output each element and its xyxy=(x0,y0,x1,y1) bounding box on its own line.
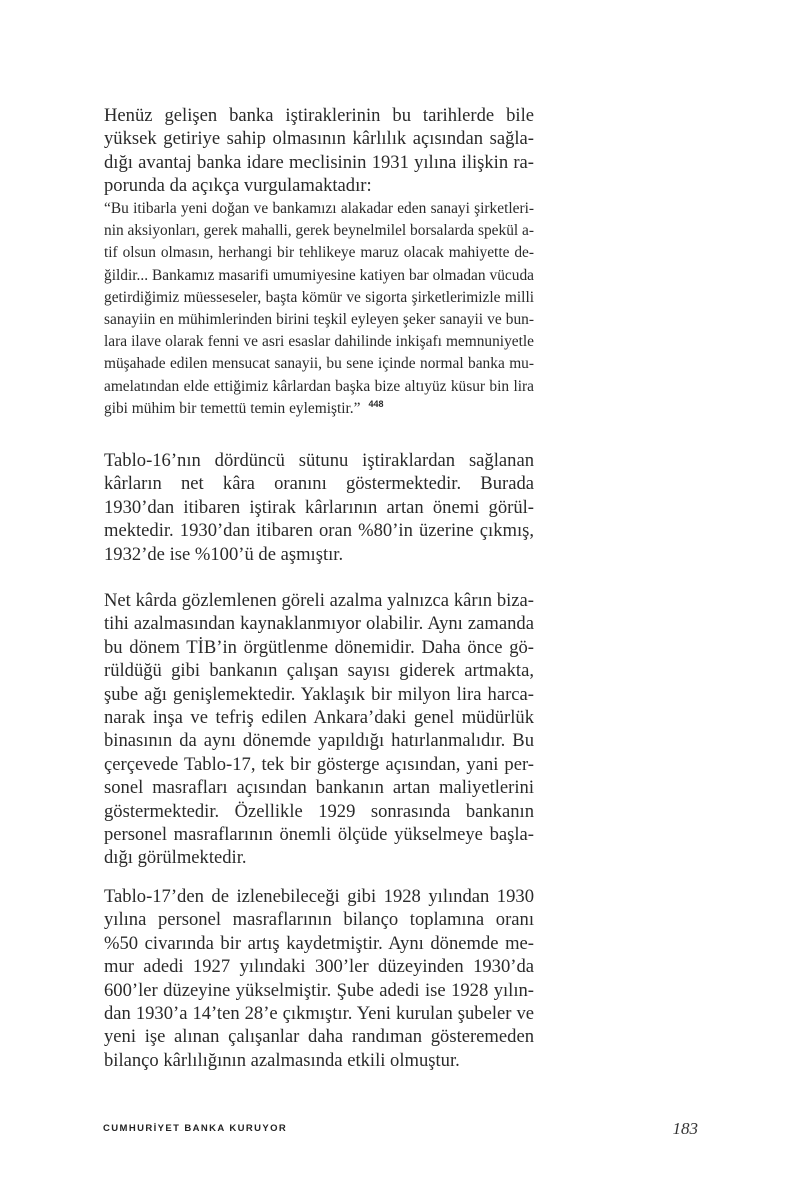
quote-line: “Bu itibarla yeni doğan ve bankamızı alakadar eden sanayi şirketleri- xyxy=(104,200,534,217)
quote-line: lara ilave olarak fenni ve asri esaslar dahilinde inkişafı memnuniyetle xyxy=(104,333,534,351)
text-line: çerçevede Tablo-17, tek bir gösterge açısından, yani per- xyxy=(104,753,534,775)
text-line: mektedir. 1930’dan itibaren oran %80’in üzerine çıkmış, xyxy=(104,520,534,542)
text-line: dığı avantaj banka idare meclisinin 1931 yılına ilişkin ra- xyxy=(104,151,534,173)
paragraph-tablo-17 xyxy=(104,885,534,1072)
text-line: binasının da aynı dönemde yapıldığı hatırlanmalıdır. Bu xyxy=(104,730,534,752)
quote-last-line xyxy=(104,398,534,420)
footnote-reference[interactable]: 448 xyxy=(368,398,384,409)
text-line: kârların net kâra oranını göstermektedir. Burada xyxy=(104,473,534,495)
page-number: 183 xyxy=(672,1119,698,1138)
paragraph-intro xyxy=(104,104,534,198)
quote-line: getirdiğimiz müesseseler, başta kömür ve sigorta şirketlerimizle milli xyxy=(104,288,534,306)
quote-line: amelatından elde ettiğimiz kârlardan başka bize altıyüz küsur bin lira xyxy=(104,377,534,395)
text-line: yılına personel masraflarının bilanço toplamına oranı xyxy=(104,909,534,931)
text-line: porunda da açıkça vurgulamaktadır: xyxy=(104,175,372,197)
text-line: şube ağı genişlemektedir. Yaklaşık bir milyon lira harca- xyxy=(104,683,534,705)
text-line: narak inşa ve tefriş edilen Ankara’daki genel müdürlük xyxy=(104,706,534,728)
quote-line-text: gibi mühim bir temettü temin eylemiştir.” xyxy=(104,399,361,417)
text-line: Tablo-17’den de izlenebileceği gibi 1928 yılından 1930 xyxy=(104,886,534,907)
text-line: rüldüğü gibi bankanın çalışan sayısı giderek artmakta, xyxy=(104,660,534,682)
paragraph-net-kar xyxy=(104,589,534,870)
text-line: Henüz gelişen banka iştiraklerinin bu tarihlerde bile xyxy=(104,105,534,126)
text-line: yeni işe alınan çalışanlar daha randıman gösteremeden xyxy=(104,1026,534,1048)
text-line: sonel masrafları açısından bankanın artan maliyetlerini xyxy=(104,777,534,799)
running-footer-title: CUMHURİYET BANKA KURUYOR xyxy=(103,1123,288,1134)
paragraph-tablo-16 xyxy=(104,449,534,566)
quote-line: sanayiin en mühimlerinden birini teşkil eyleyen şeker sanayii ve bun- xyxy=(104,310,534,328)
text-line: Tablo-16’nın dördüncü sütunu iştiraklardan sağlanan xyxy=(104,450,534,471)
text-line: personel masraflarının önemli ölçüde yükselmeye başla- xyxy=(104,823,534,845)
text-line: 600’ler düzeyine yükselmiştir. Şube adedi ise 1928 yılın- xyxy=(104,979,534,1001)
text-line: %50 civarında bir artış kaydetmiştir. Aynı dönemde me- xyxy=(104,932,534,954)
quote-line: tif olsun olmasın, herhangi bir tehlikeye maruz olacak mahiyette de- xyxy=(104,244,534,262)
text-line: dan 1930’a 14’ten 28’e çıkmıştır. Yeni kurulan şubeler ve xyxy=(104,1002,534,1024)
text-line: bilanço kârlılığının azalmasında etkili olmuştur. xyxy=(104,1049,460,1071)
text-line: mur adedi 1927 yılındaki 300’ler düzeyinden 1930’da xyxy=(104,956,534,978)
text-line: göstermektedir. Özellikle 1929 sonrasında bankanın xyxy=(104,800,534,822)
quote-line: müşahade edilen mensucat sanayii, bu sene içinde normal banka mu- xyxy=(104,355,534,373)
text-line: 1930’dan itibaren iştirak kârlarının artan önemi görül- xyxy=(104,496,534,518)
text-line: 1932’de ise %100’ü de aşmıştır. xyxy=(104,543,344,565)
quote-line: nin aksiyonları, gerek mahalli, gerek beynelmilel borsalarda spekül a- xyxy=(104,222,534,240)
quote-line: ğildir... Bankamız masarifi umumiyesine katiyen bar olmadan vücuda xyxy=(104,266,534,284)
text-line: Net kârda gözlemlenen göreli azalma yalnızca kârın biza- xyxy=(104,590,534,611)
text-line: yüksek getiriye sahip olmasının kârlılık açısından sağla- xyxy=(104,128,534,150)
text-line: dığı görülmektedir. xyxy=(104,847,247,869)
text-line: bu dönem TİB’in örgütlenme dönemidir. Daha önce gö- xyxy=(104,636,534,658)
text-line: tihi azalmasından kaynaklanmıyor olabilir. Aynı zamanda xyxy=(104,613,534,635)
block-quote xyxy=(104,198,534,420)
